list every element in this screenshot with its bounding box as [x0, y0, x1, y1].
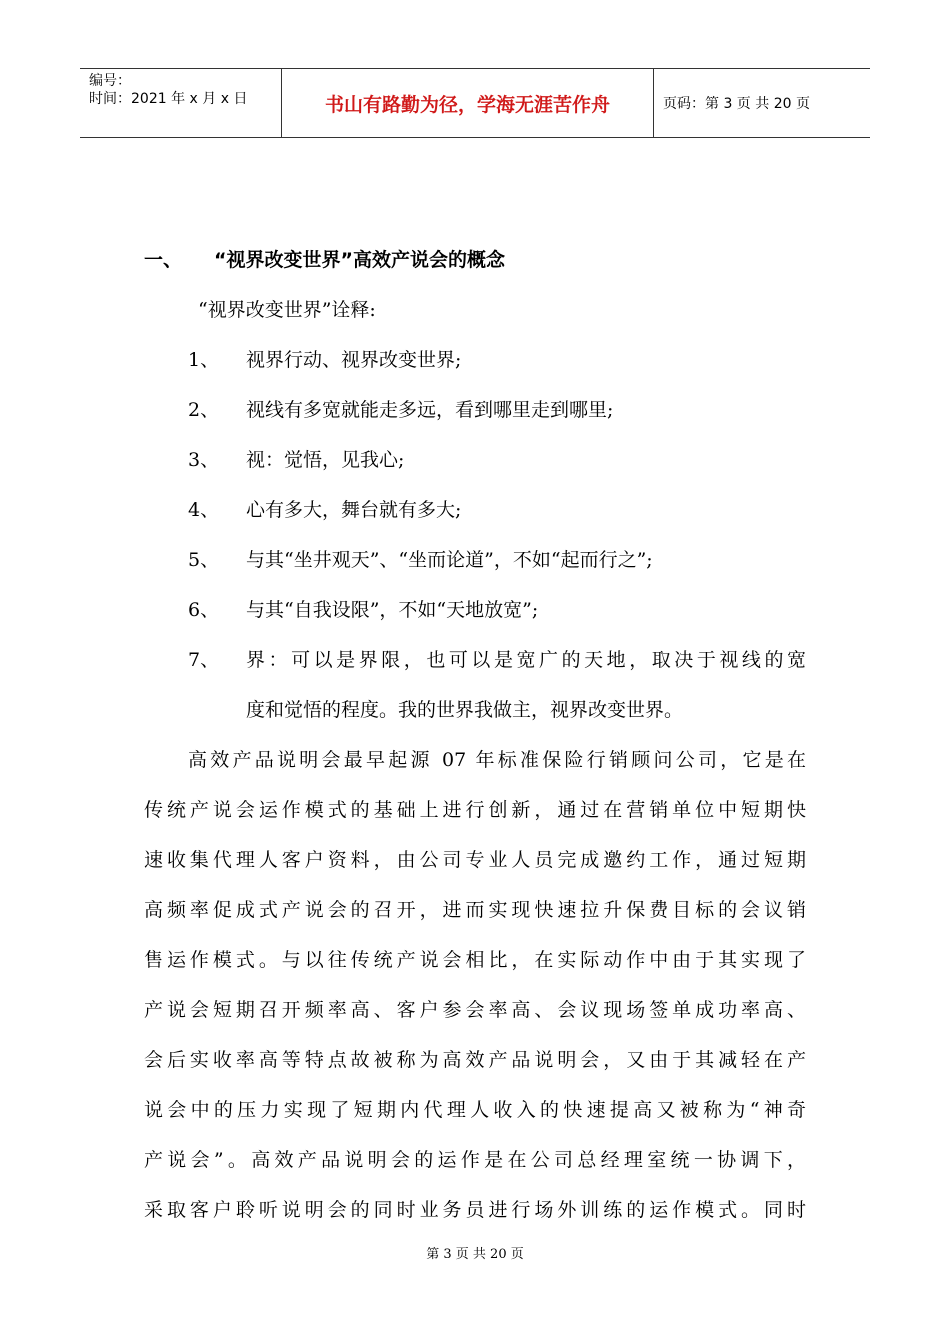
list-item-text: 视界行动、视界改变世界;	[246, 349, 462, 371]
paragraph-line: 售运作模式。与以往传统产说会相比，在实际动作中由于其实现了	[144, 949, 806, 971]
paragraph-line: 采取客户聆听说明会的同时业务员进行场外训练的运作模式。同时	[144, 1199, 806, 1221]
header-info-cell	[80, 69, 280, 137]
list-item-number: 3、	[188, 449, 220, 471]
paragraph-line: 产说会短期召开频率高、客户参会率高、会议现场签单成功率高、	[144, 999, 806, 1021]
list-item-text: 视线有多宽就能走多远，看到哪里走到哪里;	[246, 399, 614, 421]
list-item-text: 视：觉悟，见我心;	[246, 449, 405, 471]
section-title: “视界改变世界”高效产说会的概念	[214, 249, 505, 271]
list-item-number: 4、	[188, 499, 220, 521]
paragraph-line: 说会中的压力实现了短期内代理人收入的快速提高又被称为“神奇	[144, 1099, 806, 1121]
header-page-label: 页码：第 3 页 共 20 页	[663, 96, 810, 112]
header-motto: 书山有路勤为径，学海无涯苦作舟	[324, 93, 610, 116]
list-item-number: 7、	[188, 649, 220, 671]
section-number: 一、	[144, 249, 183, 271]
list-item-continuation: 度和觉悟的程度。我的世界我做主，视界改变世界。	[246, 699, 684, 721]
paragraph-line: 会后实收率高等特点故被称为高效产品说明会，又由于其减轻在产	[144, 1049, 806, 1071]
paragraph-line: 速收集代理人客户资料，由公司专业人员完成邀约工作，通过短期	[144, 849, 806, 871]
intro-line: “视界改变世界”诠释:	[198, 299, 376, 321]
list-item-text: 界：可以是界限，也可以是宽广的天地，取决于视线的宽	[246, 649, 806, 671]
paragraph-line: 高效产品说明会最早起源 07 年标准保险行销顾问公司，它是在	[188, 749, 806, 771]
list-item-number: 2、	[188, 399, 220, 421]
document-header	[80, 68, 870, 138]
list-item-number: 5、	[188, 549, 220, 571]
header-date-label: 时间：2021 年 x 月 x 日	[89, 91, 248, 107]
paragraph-line: 高频率促成式产说会的召开，进而实现快速拉升保费目标的会议销	[144, 899, 806, 921]
list-item-text: 与其“坐井观天”、“坐而论道”，不如“起而行之”;	[246, 549, 653, 571]
page-footer: 第 3 页 共 20 页	[426, 1247, 524, 1262]
list-item-text: 与其“自我设限”，不如“天地放宽”;	[246, 599, 539, 621]
header-divider	[653, 69, 654, 137]
header-number-label: 编号：	[89, 73, 131, 89]
paragraph-line: 产说会”。高效产品说明会的运作是在公司总经理室统一协调下，	[144, 1149, 806, 1171]
list-item-number: 1、	[188, 349, 220, 371]
paragraph-line: 传统产说会运作模式的基础上进行创新，通过在营销单位中短期快	[144, 799, 806, 821]
list-item-text: 心有多大，舞台就有多大;	[246, 499, 462, 521]
list-item-number: 6、	[188, 599, 220, 621]
